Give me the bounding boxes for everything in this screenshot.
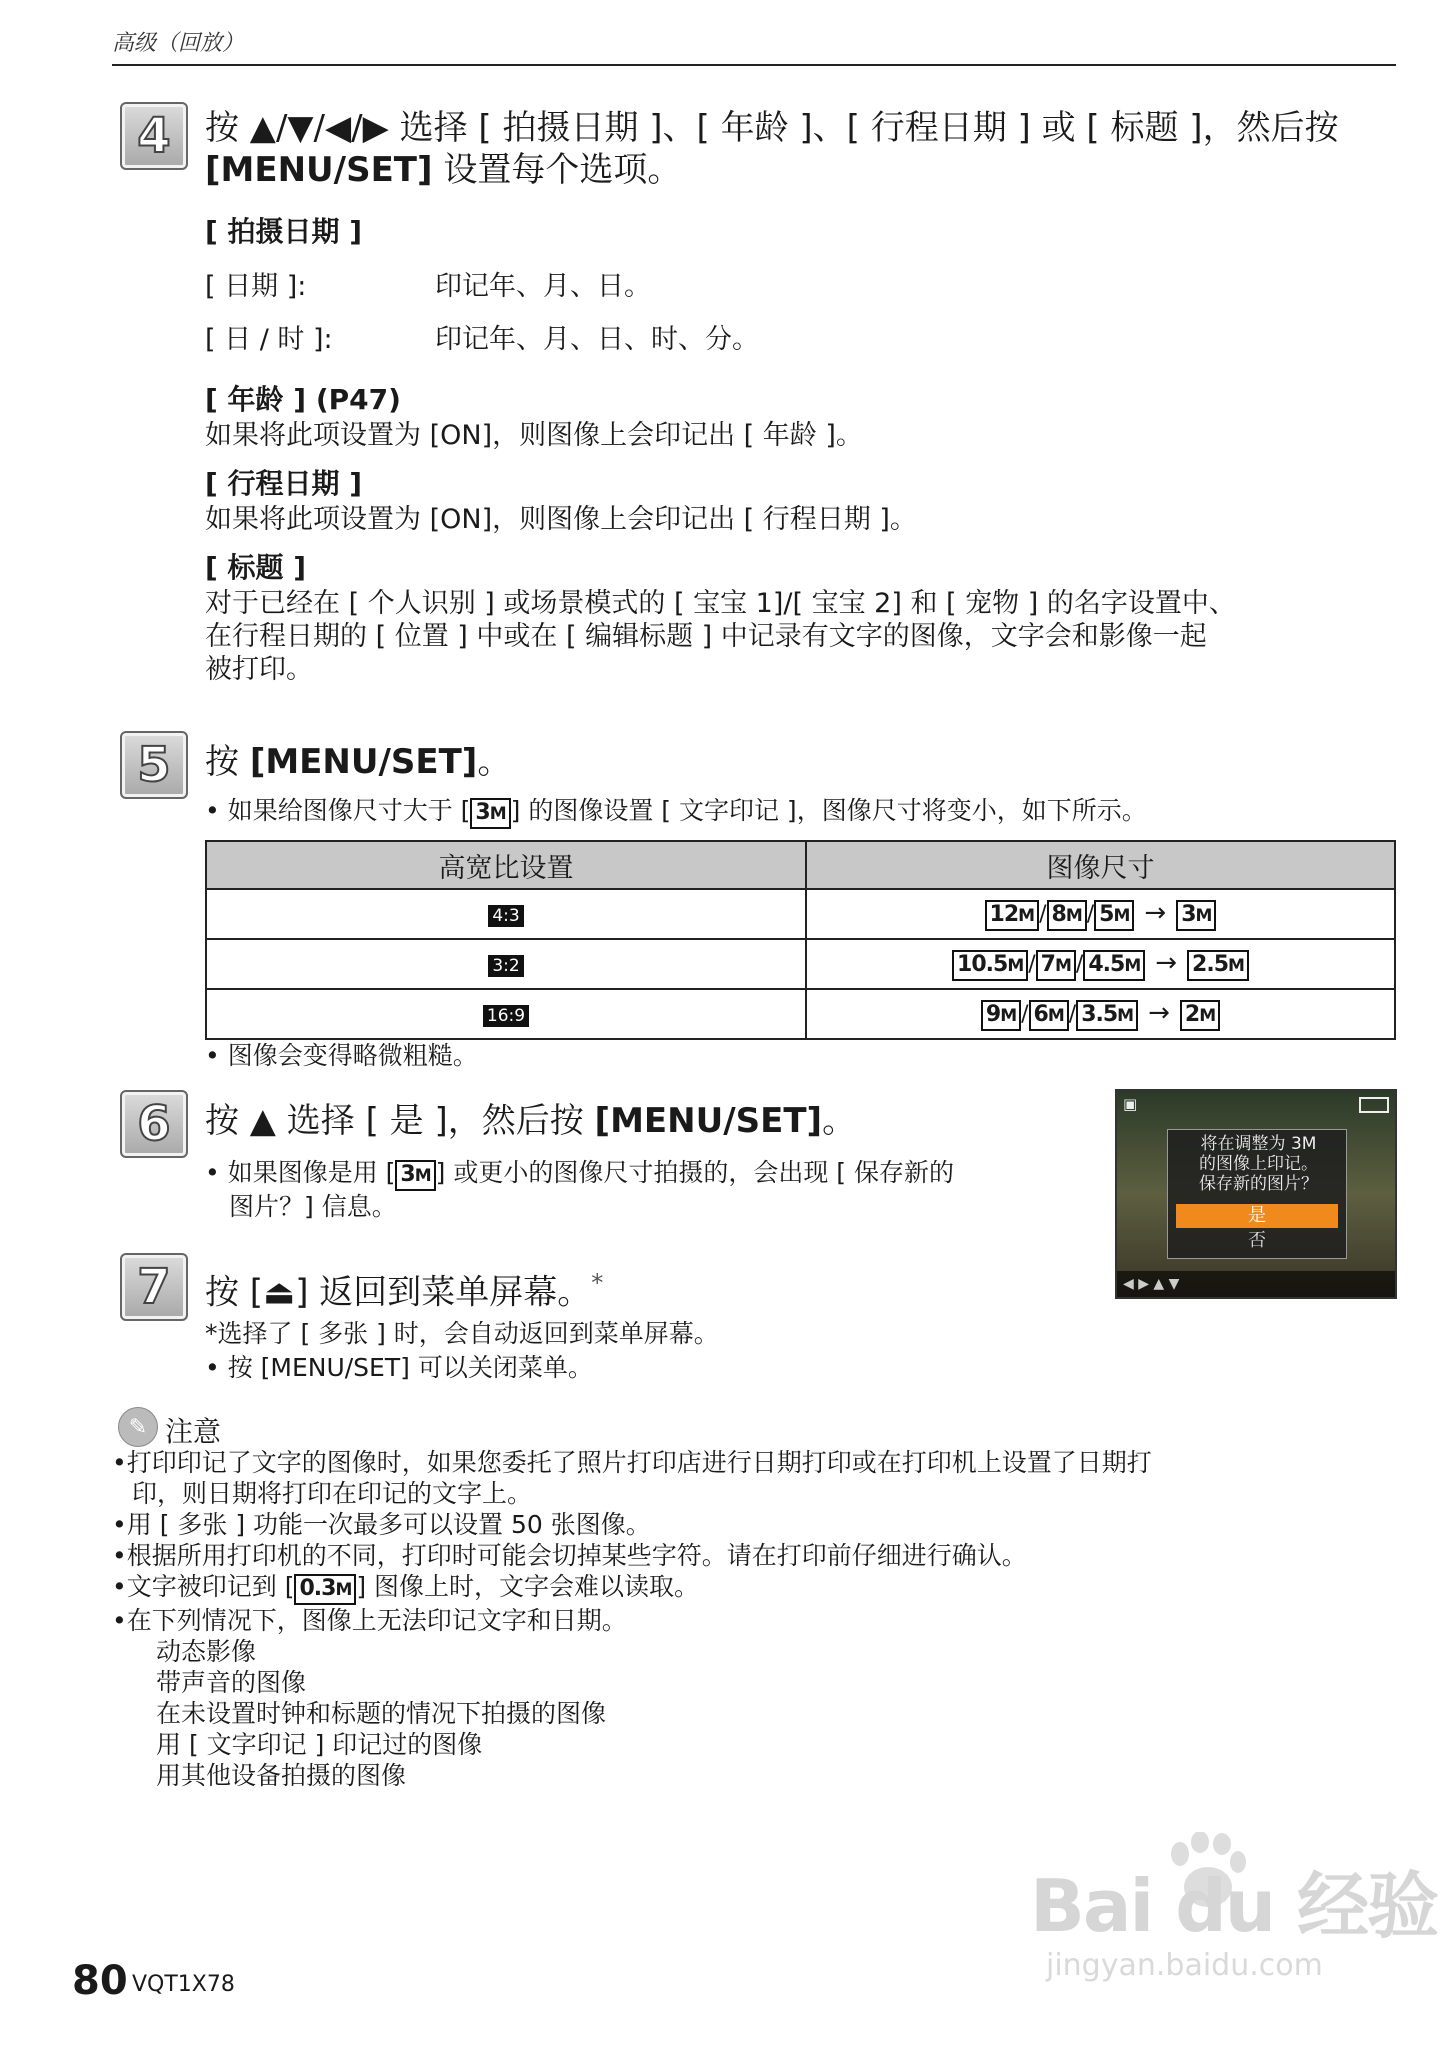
age-heading: [ 年龄 ] (P47) — [205, 383, 401, 416]
date-label: [ 日期 ]: — [205, 271, 307, 302]
list-item: 用其他设备拍摄的图像 — [156, 1761, 407, 1790]
return-icon: ⏏ — [263, 1272, 296, 1313]
step-5-bullet: • 如果给图像尺寸大于 [ 3M ] 的图像设置 [ 文字印记 ]，图像尺寸将变小，如下所示。 — [205, 795, 1147, 829]
header-rule — [112, 64, 1396, 66]
title-desc: 对于已经在 [ 个人识别 ] 或场景模式的 [ 宝宝 1]/[ 宝宝 2] 和 [ 宠物 ] 的名字设置中、 在行程日期的 [ 位置 ] 中或在 [ 编辑标题 ] 中记录有文字的图像，文字会和影像一起 被打印。 — [205, 588, 1236, 685]
table-row: 16:9 9M / 6M / 3.5M → 2M — [206, 989, 1395, 1039]
table-row: 3:2 10.5M / 7M / 4.5M → 2.5M — [206, 939, 1395, 989]
datetime-label: [ 日 / 时 ]: — [205, 324, 333, 355]
watermark-url: jingyan.baidu.com — [1046, 1948, 1323, 1983]
dialog-no-option: 否 — [1248, 1230, 1266, 1251]
step-7-note-2: • 按 [MENU/SET] 可以关闭菜单。 — [205, 1353, 593, 1382]
notes-heading: 注意 — [165, 1415, 222, 1448]
step-7-title: 按 [⏏] 返回到菜单屏幕。* — [205, 1269, 604, 1313]
step-6-bullet: • 如果图像是用 [ 3M ] 或更小的图像尺寸拍摄的，会出现 [ 保存新的 图片？] 信息。 — [205, 1158, 954, 1221]
step-4-badge: 4 — [120, 102, 188, 170]
ratio-4-3-icon: 4:3 — [488, 905, 523, 927]
section-header: 高级（回放） — [112, 31, 245, 56]
ratio-3-2-icon: 3:2 — [488, 955, 523, 977]
shoot-date-heading: [ 拍摄日期 ] — [205, 215, 363, 248]
notes-list: •打印印记了文字的图像时，如果您委托了照片打印店进行日期打印或在打印机上设置了日期打 印，则日期将打印在印记的文字上。 •用 [ 多张 ] 功能一次最多可以设置 50 张图像。 •根据所用打印机的不同，打印时可能会切掉某些字符。请在打印前仔细进行确认。 •文字被印记到 [ 0.3M ] 图像上时，文字会难以读取。 •在下列情况下，图像上无法印记文字和日期。 动态影像 带声音的图像 在未设置时钟和标题的情况下拍摄的图像 用 [ 文字印记 ] 印记过的图像 用其他设备拍摄的图像 — [112, 1447, 1402, 1791]
step-5-badge: 5 — [120, 731, 188, 799]
datetime-desc: 印记年、月、日、时、分。 — [435, 324, 759, 355]
step-7-note-1: *选择了 [ 多张 ] 时，会自动返回到菜单屏幕。 — [205, 1319, 719, 1348]
age-desc: 如果将此项设置为 [ON]，则图像上会印记出 [ 年龄 ]。 — [205, 420, 863, 451]
size-3m-icon: 3M — [470, 798, 510, 829]
list-item: 动态影像 — [156, 1637, 257, 1666]
doc-code: VQT1X78 — [132, 1972, 235, 1997]
screen-bottom-bar: ◀ ▶ ▲ ▼ — [1117, 1271, 1397, 1297]
date-desc: 印记年、月、日。 — [435, 271, 651, 302]
save-dialog: 将在调整为 3M 的图像上印记。 保存新的图片？ 是 否 — [1167, 1129, 1347, 1259]
col-size: 图像尺寸 — [806, 841, 1395, 889]
travel-heading: [ 行程日期 ] — [205, 467, 363, 500]
list-item: 带声音的图像 — [156, 1668, 307, 1697]
ratio-16-9-icon: 16:9 — [483, 1005, 529, 1027]
step-4-title: 按 ▲/▼/◀/▶ 选择 [ 拍摄日期 ]、[ 年龄 ]、[ 行程日期 ] 或 [ 标题 ]，然后按 [MENU/SET] 设置每个选项。 — [205, 108, 1339, 190]
grainy-note: • 图像会变得略微粗糙。 — [205, 1041, 478, 1070]
list-item: 用 [ 文字印记 ] 印记过的图像 — [156, 1730, 483, 1759]
list-item: 在未设置时钟和标题的情况下拍摄的图像 — [156, 1699, 607, 1728]
battery-icon — [1359, 1097, 1389, 1113]
table-row: 4:3 12M / 8M / 5M → 3M — [206, 889, 1395, 939]
screen-title-icon: ▣ — [1123, 1095, 1138, 1113]
page-number: 80 — [72, 1958, 128, 2004]
size-03m-icon: 0.3M — [294, 1574, 356, 1605]
step-6-title: 按 ▲ 选择 [ 是 ]，然后按 [MENU/SET]。 — [205, 1101, 857, 1141]
size-3m-icon: 3M — [395, 1160, 435, 1191]
size-table — [205, 840, 1396, 1040]
step-7-badge: 7 — [120, 1253, 188, 1321]
step-6-badge: 6 — [120, 1090, 188, 1158]
step-5-title: 按 [MENU/SET]。 — [205, 742, 512, 782]
camera-screen-preview — [1115, 1089, 1397, 1299]
pencil-icon: ✎ — [118, 1407, 158, 1447]
title-heading: [ 标题 ] — [205, 551, 307, 584]
col-aspect: 高宽比设置 — [206, 841, 806, 889]
dialog-yes-option: 是 — [1176, 1204, 1338, 1228]
watermark-brand: Bai du 经验 — [1030, 1864, 1438, 1948]
travel-desc: 如果将此项设置为 [ON]，则图像上会印记出 [ 行程日期 ]。 — [205, 504, 917, 535]
